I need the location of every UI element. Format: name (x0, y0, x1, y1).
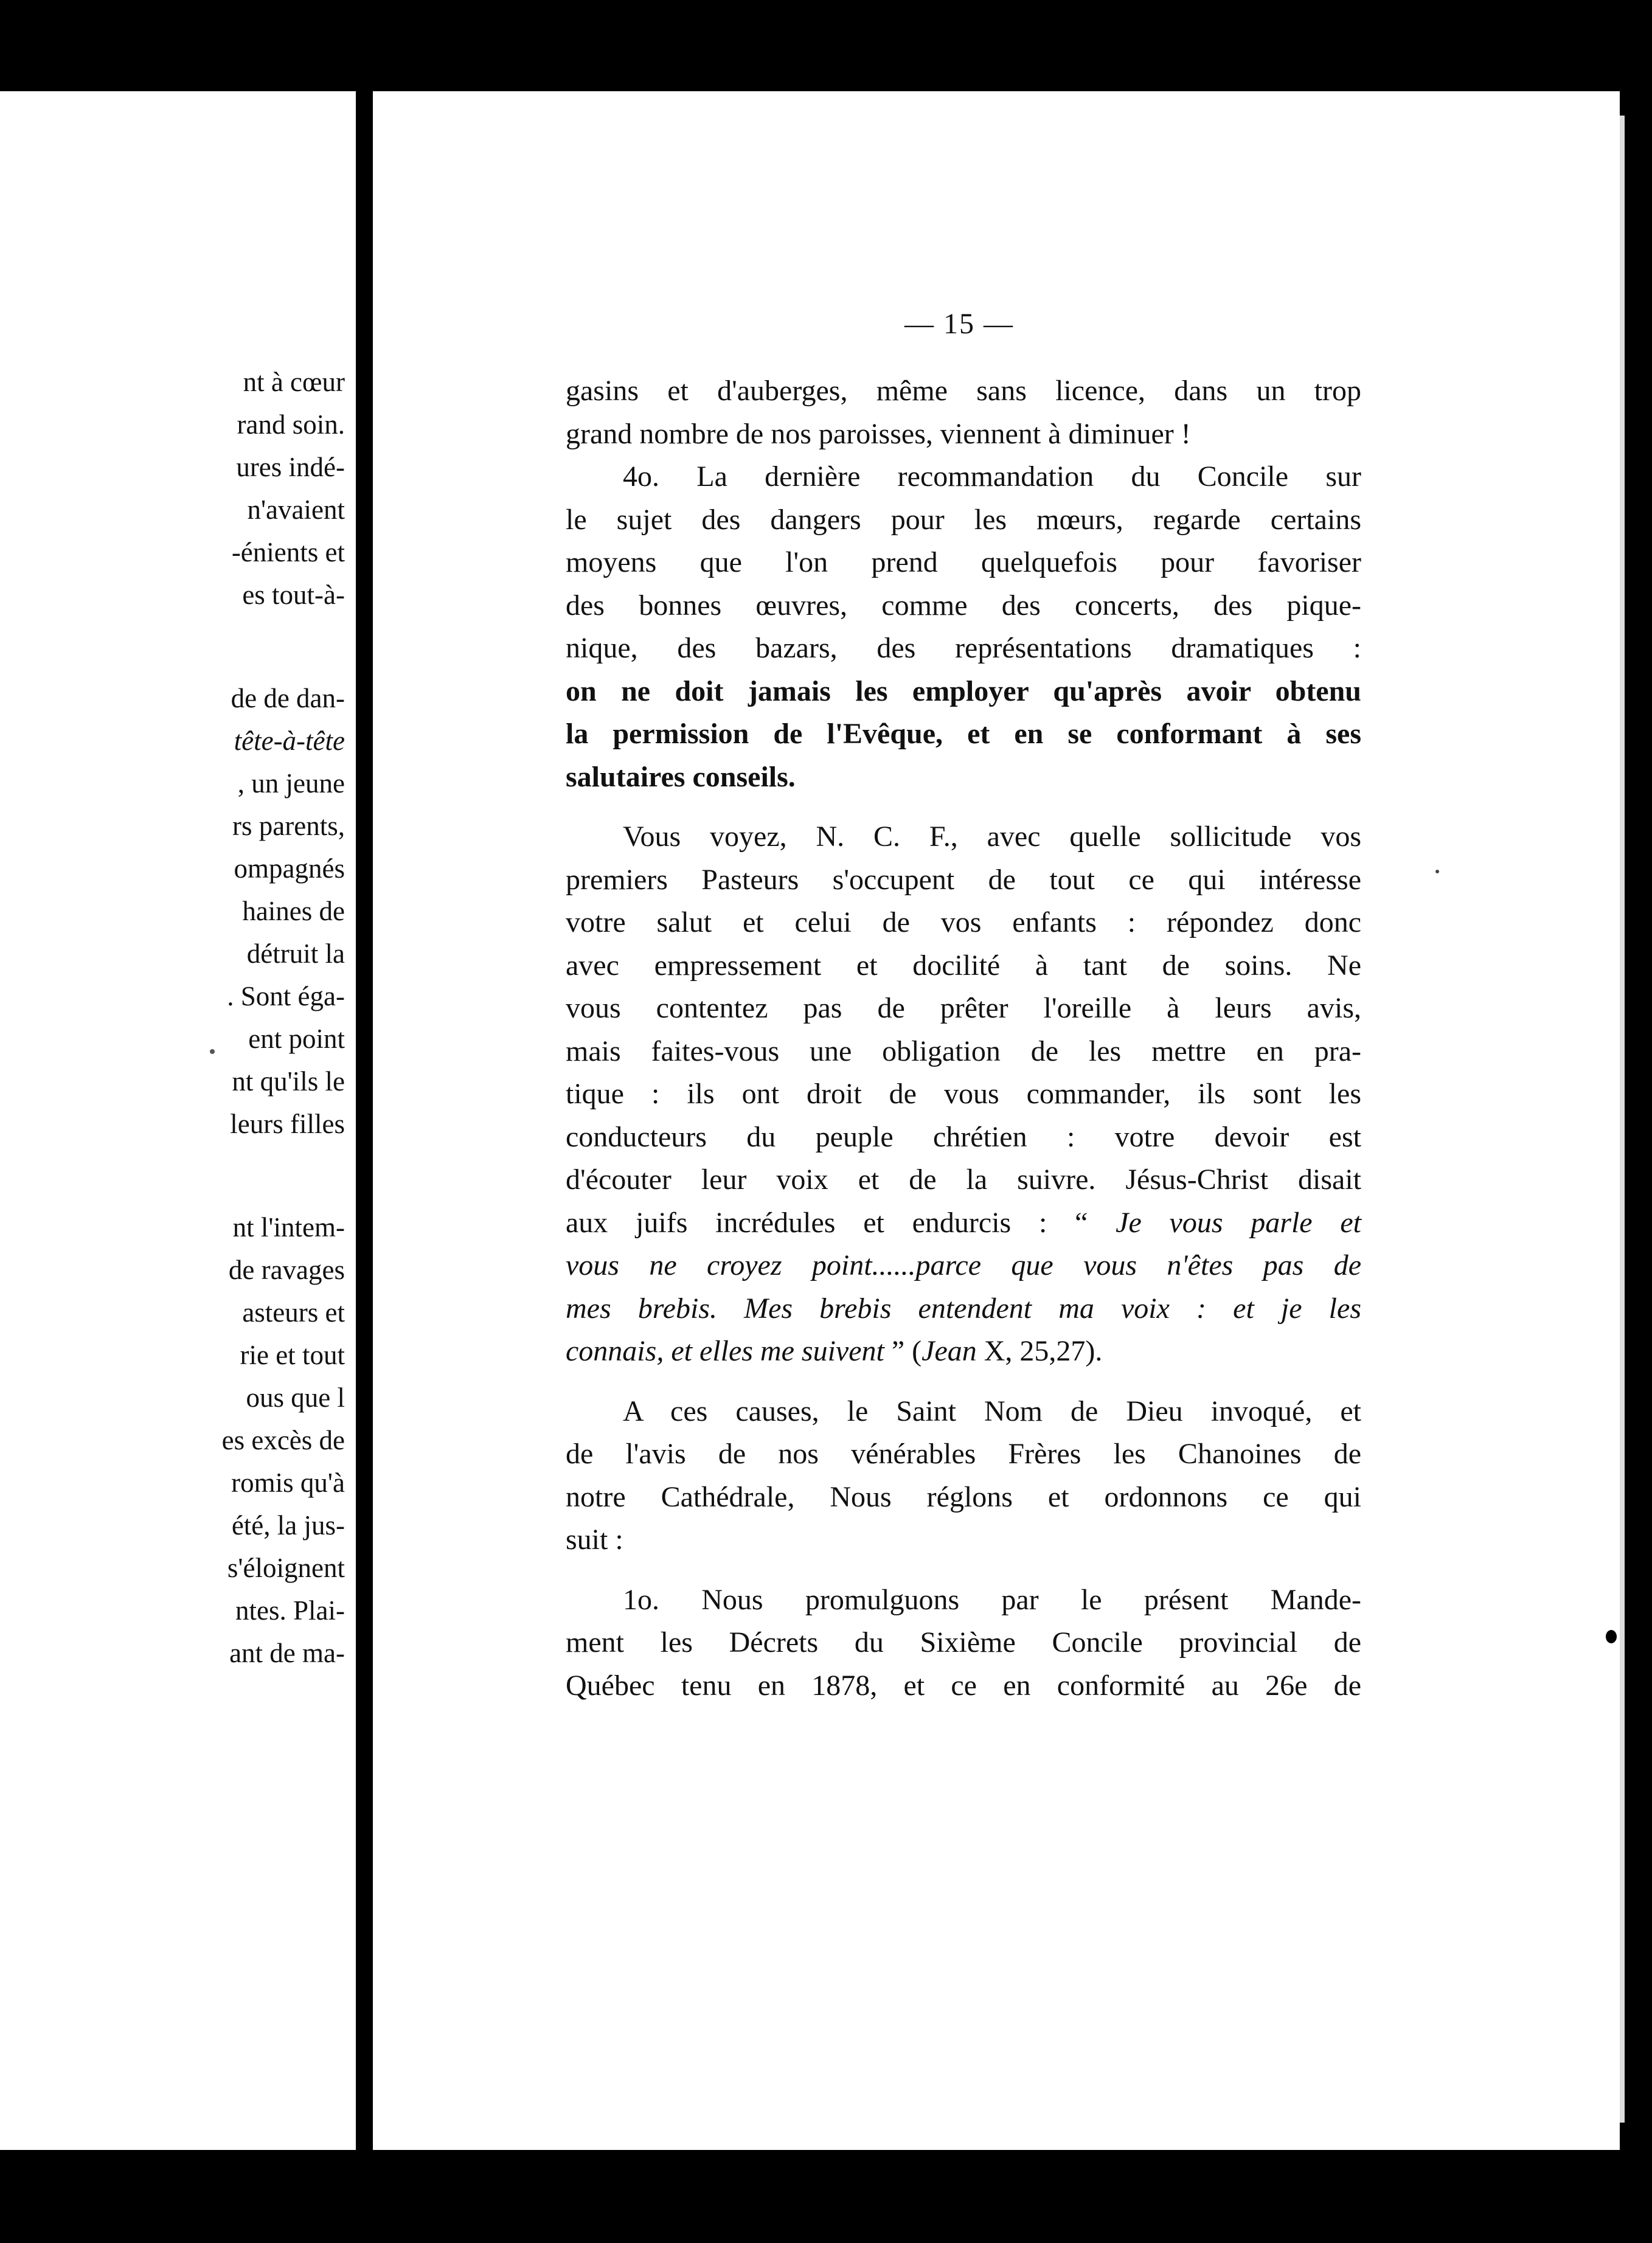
text-line: tique : ils ont droit de vous commander, ils sont les (566, 1078, 1361, 1110)
text-line: Québec tenu en 1878, et ce en conformité au 26e de (566, 1669, 1361, 1702)
quote-text: connais, et elles me suivent (566, 1335, 884, 1367)
left-line: nt qu'ils le (232, 1066, 345, 1097)
text-line: 1o. Nous promulguons par le présent Mande- (623, 1583, 1361, 1616)
scan-speck (1435, 870, 1439, 873)
scan-speck (1606, 1630, 1617, 1643)
left-line: ant de ma- (229, 1638, 345, 1668)
text-line: d'écouter leur voix et de la suivre. Jésus-Christ disait (566, 1163, 1361, 1196)
text-line: A ces causes, le Saint Nom de Dieu invoqué, et (623, 1395, 1361, 1427)
left-line: rand soin. (237, 409, 345, 440)
text-line: votre salut et celui de vos enfants : répondez donc (566, 906, 1361, 938)
quote-intro: aux juifs incrédules et endurcis : “ (566, 1206, 1088, 1239)
body-text (566, 370, 1361, 1707)
text-line: le sujet des dangers pour les mœurs, regarde certains (566, 503, 1361, 536)
left-page-fragment (0, 91, 356, 2150)
text-line: conducteurs du peuple chrétien : votre devoir est (566, 1120, 1361, 1153)
quote-line (566, 1288, 1361, 1331)
quote-line (566, 1330, 1361, 1373)
left-line: romis qu'à (231, 1468, 345, 1498)
text-line: des bonnes œuvres, comme des concerts, des pique- (566, 589, 1361, 622)
text-line: suit : (566, 1524, 623, 1556)
left-line: ent point (248, 1024, 345, 1054)
left-line: ompagnés (234, 853, 345, 884)
text-line: Vous voyez, N. C. F., avec quelle sollicitude vos (623, 820, 1361, 853)
page-number: — 15 — (904, 308, 1014, 340)
quote-close: ” ( (884, 1335, 922, 1367)
book-gutter (356, 91, 373, 2150)
scan-speck (210, 1049, 215, 1054)
left-line: -énients et (231, 537, 345, 567)
quote-text: Je vous parle et (1116, 1206, 1361, 1239)
text-line: de l'avis de nos vénérables Frères les Chanoines de (566, 1438, 1361, 1470)
left-line: détruit la (246, 938, 345, 969)
left-line: rs parents, (232, 811, 345, 841)
quote-line (566, 1244, 1361, 1288)
left-line: haines de (242, 896, 345, 926)
left-line: de de dan- (231, 683, 345, 713)
text-line: 4o. La dernière recommandation du Concile sur (623, 460, 1361, 493)
text-line: moyens que l'on prend quelquefois pour favoriser (566, 546, 1361, 578)
left-line: asteurs et (242, 1297, 345, 1328)
left-line: ures indé- (236, 452, 345, 482)
text-line: on ne doit jamais les employer qu'après avoir obtenu (566, 674, 1361, 707)
text-line: notre Cathédrale, Nous réglons et ordonnons ce qui (566, 1480, 1361, 1513)
text-line: mais faites-vous une obligation de les mettre en pra- (566, 1035, 1361, 1067)
left-line: ous que l (246, 1382, 345, 1413)
left-line: rie et tout (240, 1340, 345, 1370)
text-line: la permission de l'Evêque, et en se conformant à ses (566, 718, 1361, 750)
left-line: ntes. Plai- (235, 1595, 345, 1626)
page-edge-shadow (1620, 116, 1625, 2123)
left-line: leurs filles (230, 1109, 345, 1139)
quote-reference-rest: X, 25,27). (976, 1335, 1103, 1367)
text-line: gasins et d'auberges, même sans licence, dans un trop (566, 375, 1361, 407)
left-line: été, la jus- (231, 1510, 345, 1541)
left-line: es excès de (221, 1425, 345, 1455)
quote-reference: Jean (921, 1335, 977, 1367)
left-line: s'éloignent (227, 1553, 345, 1583)
left-line: es tout-à- (242, 580, 345, 610)
left-line: tête-à-tête (234, 726, 345, 756)
text-line: vous contentez pas de prêter l'oreille à leurs avis, (566, 992, 1361, 1024)
text-line: ment les Décrets du Sixième Concile provincial de (566, 1626, 1361, 1659)
left-line: de ravages (228, 1255, 345, 1285)
left-line: , un jeune (237, 768, 345, 799)
quote-text: vous ne croyez point......parce que vous n'êtes pas de (566, 1249, 1361, 1281)
text-line: avec empressement et docilité à tant de soins. Ne (566, 949, 1361, 982)
left-line: . Sont éga- (227, 981, 345, 1011)
quote-text: mes brebis. Mes brebis entendent ma voix : et je les (566, 1292, 1361, 1325)
text-line: premiers Pasteurs s'occupent de tout ce qui intéresse (566, 863, 1361, 896)
left-line: nt à cœur (243, 367, 345, 397)
text-line: nique, des bazars, des représentations dramatiques : (566, 632, 1361, 664)
left-line: nt l'intem- (232, 1212, 345, 1243)
quote-line (566, 1202, 1361, 1245)
text-line: grand nombre de nos paroisses, viennent à diminuer ! (566, 417, 1191, 450)
left-line: n'avaient (247, 494, 345, 525)
text-line: salutaires conseils. (566, 760, 796, 793)
